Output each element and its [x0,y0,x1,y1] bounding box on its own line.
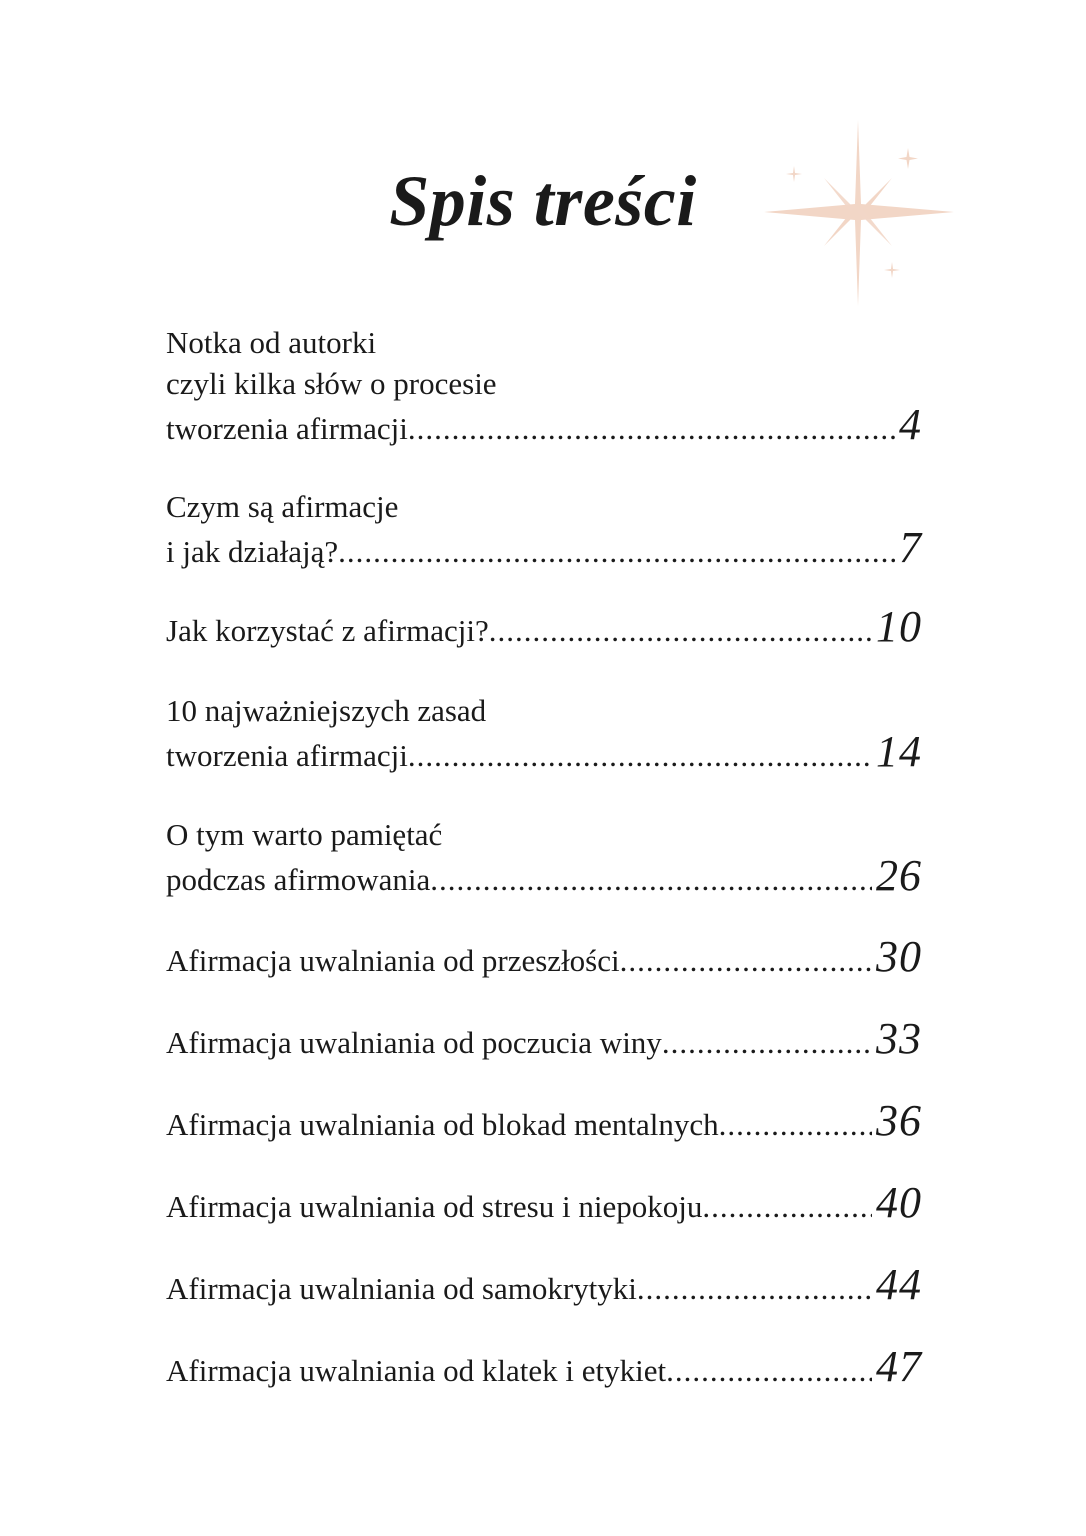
toc-entry-title: Jak korzystać z afirmacji? [166,613,489,648]
dot-leader [338,531,895,572]
toc-entry[interactable] [166,690,922,776]
toc-entry-row [166,1178,922,1227]
dot-leader [489,610,872,651]
toc-entry-row [166,1342,922,1391]
dot-leader [666,1350,872,1391]
toc-entry-row [166,523,922,572]
page-number: 44 [876,1260,922,1309]
toc-entry[interactable] [166,1342,922,1391]
page-title: Spis treści [389,161,697,242]
page-number: 7 [899,523,922,572]
dot-leader [702,1186,872,1227]
toc-entry-title: Afirmacja uwalniania od klatek i etykiet [166,1353,667,1388]
toc-entry[interactable] [166,322,922,449]
toc-entry-row [166,851,922,900]
dot-leader [620,940,872,981]
toc-entry-title: i jak działają? [166,534,339,569]
toc-entry-row [166,400,922,449]
toc-entry[interactable] [166,1014,922,1063]
sparkle-icon [762,118,956,308]
toc-entry-title-line: 10 najważniejszych zasad [166,693,487,728]
dot-leader [408,408,895,449]
toc-entry-title-line: O tym warto pamiętać [166,817,443,852]
toc-entry-title: Afirmacja uwalniania od stresu i niepokoju [166,1189,703,1224]
toc-entry-row [166,1096,922,1145]
page-number: 33 [876,1014,922,1063]
toc-entry[interactable] [166,486,922,572]
dot-leader [719,1104,872,1145]
toc-entry-title: Afirmacja uwalniania od samokrytyki [166,1271,637,1306]
toc-entry-title: podczas afirmowania [166,862,431,897]
dot-leader [662,1022,872,1063]
dot-leader [408,735,872,776]
page-number: 10 [876,602,922,651]
toc-entry-row [166,602,922,651]
toc-entry-title: tworzenia afirmacji [166,411,408,446]
page-number: 4 [899,400,922,449]
page-number: 40 [876,1178,922,1227]
page-number: 26 [876,851,922,900]
toc-entry[interactable] [166,1178,922,1227]
toc-entry-row [166,932,922,981]
toc-entry-title: Afirmacja uwalniania od przeszłości [166,943,620,978]
toc-entry-row [166,727,922,776]
page-number: 30 [876,932,922,981]
dot-leader [637,1268,872,1309]
toc-entry[interactable] [166,602,922,651]
toc-entry[interactable] [166,814,922,900]
page-number: 36 [876,1096,922,1145]
page-number: 47 [876,1342,922,1391]
toc-entry-row [166,1014,922,1063]
toc-entry-title-line: Notka od autorki [166,325,377,360]
toc-entry-title: Afirmacja uwalniania od blokad mentalnych [166,1107,719,1142]
page-number: 14 [876,727,922,776]
toc-entry[interactable] [166,1096,922,1145]
toc-entry-title-line: Czym są afirmacje [166,489,399,524]
toc-entry[interactable] [166,1260,922,1309]
toc-entry-title: Afirmacja uwalniania od poczucia winy [166,1025,662,1060]
toc-entry-row [166,1260,922,1309]
toc-entry[interactable] [166,932,922,981]
toc-entry-title-line: czyli kilka słów o procesie [166,366,497,401]
toc-entry-title: tworzenia afirmacji [166,738,408,773]
dot-leader [430,859,872,900]
